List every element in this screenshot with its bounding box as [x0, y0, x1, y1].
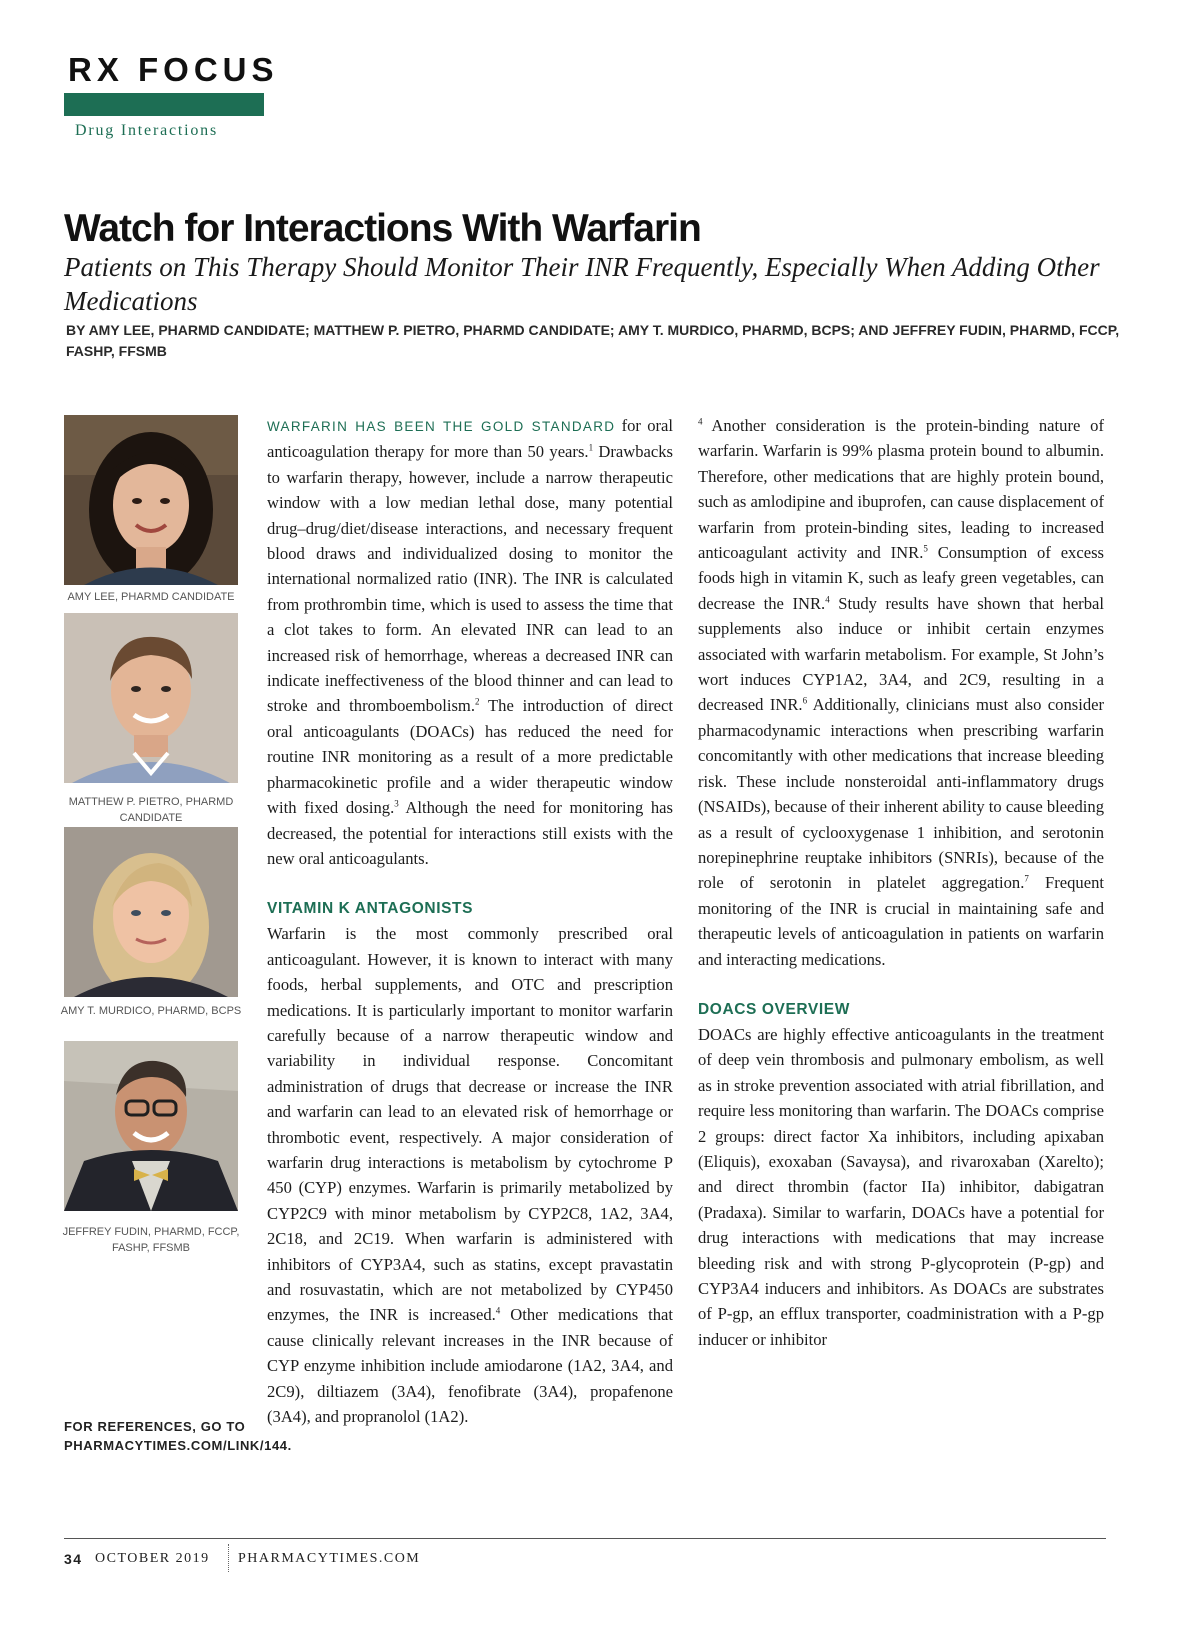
footnote-ref: 7 — [1024, 873, 1029, 884]
vka-paragraph-continued: $^4$ Another consideration is the protein-binding nature of warfarin. Warfarin is 99% plasma protein bound to albumin. Therefore, other medications that are highly protein bound, such as amlodipine and ibuprofen, can cause displacement of warfarin from protein-binding sites, leading to increased anticoagulant activity and INR.$^5$ Consumption of excess foods high in vitamin K, such as leafy green vegetables, can decrease the INR.$^4$ Study results have shown that herbal supplements also induce or inhibit certain enzymes associated with warfarin metabolism. For example, St John’s wort induces CYP1A2, 3A4, and 2C9, resulting in a decreased INR.$^6$ Additionally, clinicians must also consider pharmacodynamic interactions when prescribing warfarin concomitantly with other medications that increase bleeding risk. These include nonsteroidal anti-inflammatory drugs (NSAIDs), because of their inherent ability to cause bleeding as a result of cyclooxygenase 1 inhibition, and serotonin norepinephrine reuptake inhibitors (SNRIs), because of the role of serotonin in platelet aggregation.$^7$ Frequent monitoring of the INR is crucial in maintaining safe and therapeutic levels of anticoagulation in patients on warfarin and interacting medications. — [698, 416, 1105, 969]
author-caption: AMY LEE, PHARMD CANDIDATE — [67, 591, 235, 603]
section-title: RX FOCUS — [68, 51, 279, 88]
article-deck: Patients on This Therapy Should Monitor Their INR Frequently, Especially When Adding Other Medications — [64, 252, 1100, 316]
footnote-ref: 4 — [698, 416, 703, 427]
footnote-ref: 4 — [825, 594, 830, 605]
footnote-ref: 5 — [923, 543, 928, 554]
author-caption: MATTHEW P. PIETRO, PHARMD CANDIDATE — [68, 796, 234, 824]
article-column-2 — [698, 413, 1104, 1352]
site-name: PHARMACYTIMES.COM — [238, 1551, 421, 1566]
vka-paragraph: Warfarin is the most commonly prescribed oral anticoagulant. However, it is known to interact with many foods, herbal supplements, and OTC and prescription medications. It is particularly important to monitor warfarin carefully because of a narrow therapeutic window and variability in individual response. Concomitant administration of drugs that decrease or increase the INR and warfarin can lead to an elevated risk of hemorrhage or thrombotic event, respectively. A major consideration of warfarin drug interactions is metabolism by cytochrome P 450 (CYP) enzymes. Warfarin is primarily metabolized by CYP2C9 with minor metabolism by CYP2C8, 1A2, 3A4, 2C18, and 2C19. When warfarin is administered with inhibitors of CYP3A4, such as statins, except pravastatin and rosuvastatin, which are not metabolized by CYP450 enzymes, the INR is increased.$^4$ Other medications that cause clinically relevant increases in the INR because of CYP enzyme inhibition include amiodarone (1A2, 3A4, and 2C9), diltiazem (3A4), fenofibrate (3A4), propafenone (3A4), and propranolol (1A2). — [267, 924, 673, 1427]
section-heading-doacs: DOACS OVERVIEW — [698, 1000, 850, 1018]
text-run: Other medications that cause clinically relevant increases in the INR because of CYP enzyme inhibition include amiodarone (1A2, 3A4, and 2C9), diltiazem (3A4), fenofibrate (3A4), propafenone (3A4), and propranolol (1A2). — [267, 1305, 673, 1427]
footnote-ref: 4 — [495, 1305, 501, 1316]
article-headline: Watch for Interactions With Warfarin — [64, 207, 701, 250]
author-photo-amy-lee — [64, 415, 238, 585]
author-caption: AMY T. MURDICO, PHARMD, BCPS — [60, 1005, 242, 1017]
page-number: 34 — [64, 1551, 83, 1567]
issue-date: OCTOBER 2019 — [95, 1551, 210, 1566]
section-subtitle: Drug Interactions — [75, 122, 219, 139]
author-photo-matthew-pietro — [64, 613, 238, 783]
author-photo-jeffrey-fudin — [64, 1041, 238, 1211]
author-caption: JEFFREY FUDIN, PHARMD, FCCP, FASHP, FFSMB — [62, 1226, 240, 1254]
article-byline: BY AMY LEE, PHARMD CANDIDATE; MATTHEW P. PIETRO, PHARMD CANDIDATE; AMY T. MURDICO, PHARMD, BCPS; AND JEFFREY FUDIN, PHARMD, FCCP, FASHP, FFSMB — [66, 322, 1120, 359]
footnote-ref: 3 — [394, 798, 399, 809]
author-photo-amy-murdico — [64, 827, 238, 997]
section-heading-vka: VITAMIN K ANTAGONISTS — [267, 900, 474, 918]
intro-paragraph: WARFARIN HAS BEEN THE GOLD STANDARD for oral anticoagulation therapy for more than 50 years.$^1$ Drawbacks to warfarin therapy, however, include a narrow therapeutic window with a low median lethal dose, many potential drug–drug/diet/disease interactions, and necessary frequent blood draws and individualized dosing to monitor the international normalized ratio (INR). The INR is calculated from prothrombin time, which is used to assess the time that a clot takes to form. An elevated INR can lead to an increased risk of hemorrhage, whereas a decreased INR can indicate ineffectiveness of the blood thinner and can lead to stroke and thromboembolism.$^2$ The introduction of direct oral anticoagulants (DOACs) has reduced the need for routine INR monitoring as a result of a more predictable pharmacokinetic profile and a wider therapeutic window with fixed dosing.$^3$ Although the need for monitoring has decreased, the potential for interactions still exists with the new oral anticoagulants. — [267, 416, 674, 868]
section-color-bar — [64, 93, 264, 116]
doacs-paragraph: DOACs are highly effective anticoagulants in the treatment of deep vein thrombosis and pulmonary embolism, as well as in stroke prevention associated with atrial fibrillation, and require less monitoring than warfarin. The DOACs comprise 2 groups: direct factor Xa inhibitors, including apixaban (Eliquis), exoxaban (Savaysa), and rivaroxaban (Xarelto); and direct thrombin (factor IIa) inhibitor, dabigatran (Pradaxa). Similar to warfarin, DOACs have a potential for drug interactions with medications that may increase bleeding risk and with strong P-glycoprotein (P-gp) and CYP3A4 inducers and inhibitors. As DOACs are substrates of P-gp, an efflux transporter, coadministration with a P-gp inducer or inhibitor — [698, 1024, 1104, 1349]
footnote-ref: 6 — [802, 695, 808, 706]
footer-divider — [228, 1544, 229, 1572]
references-note: FOR REFERENCES, GO TO PHARMACYTIMES.COM/LINK/144. — [64, 1419, 292, 1453]
footer-rule — [64, 1538, 1106, 1539]
lead-in: WARFARIN HAS BEEN THE GOLD STANDARD — [267, 419, 616, 434]
footnote-ref: 1 — [588, 442, 594, 453]
footnote-ref: 2 — [475, 696, 480, 707]
article-column-1 — [267, 413, 673, 1429]
